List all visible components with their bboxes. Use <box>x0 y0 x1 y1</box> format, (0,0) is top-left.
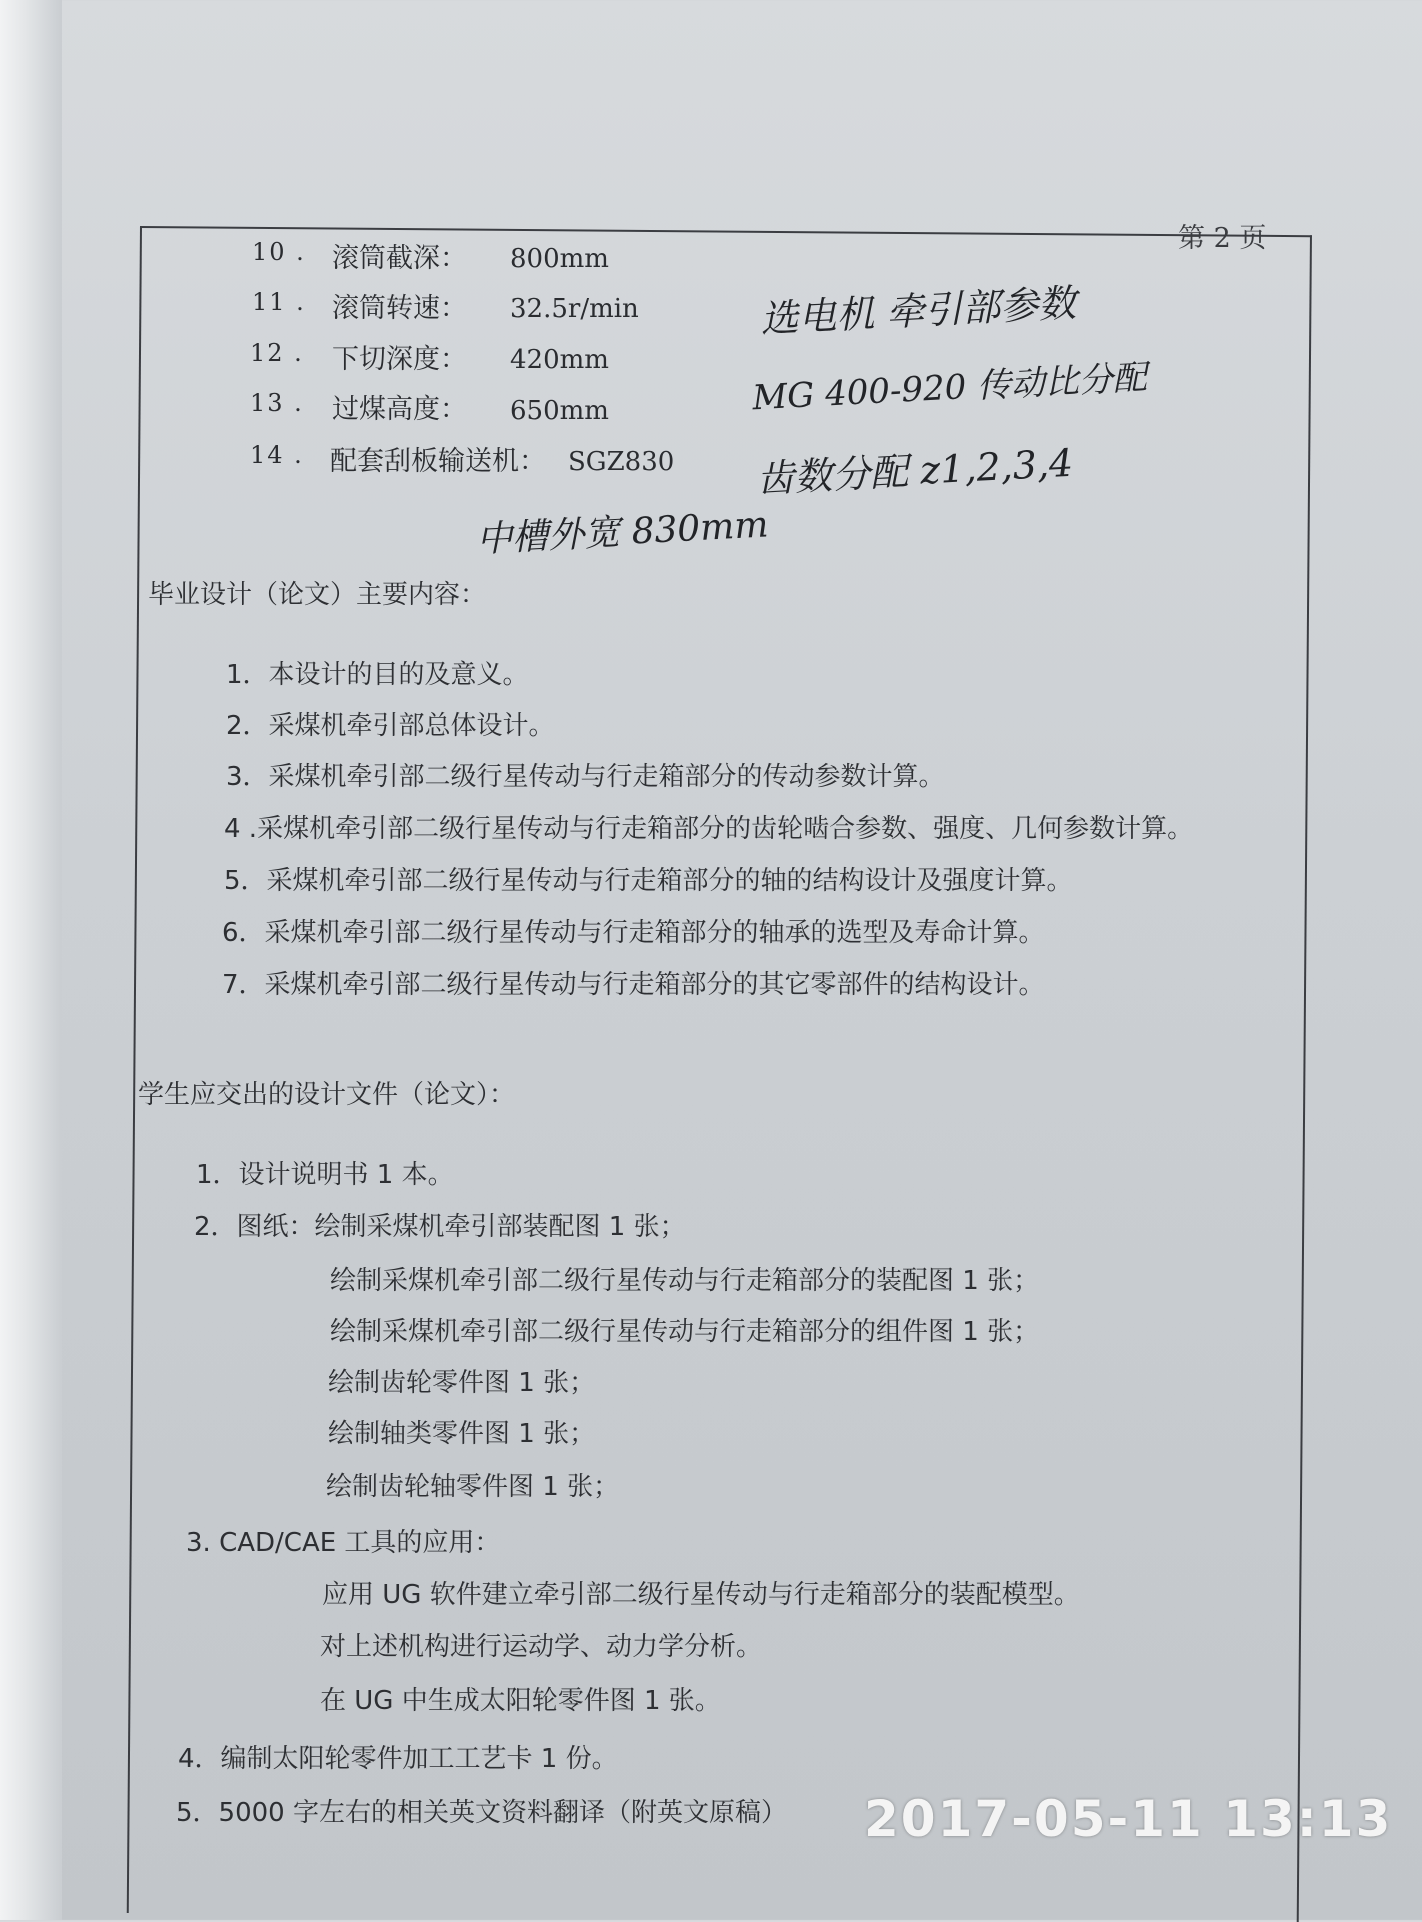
list-item: 4．编制太阳轮零件加工工艺卡 1 份。 <box>178 1744 618 1774</box>
list-item: 3．采煤机牵引部二级行星传动与行走箱部分的传动参数计算。 <box>226 762 945 792</box>
drawing-item: 绘制齿轮轴零件图 1 张； <box>326 1472 620 1502</box>
drawing-item: 绘制采煤机牵引部二级行星传动与行走箱部分的装配图 1 张； <box>330 1266 1040 1296</box>
list-item: 6．采煤机牵引部二级行星传动与行走箱部分的轴承的选型及寿命计算。 <box>222 918 1045 948</box>
list-item: 1．设计说明书 1 本。 <box>196 1160 454 1190</box>
handwritten-note: 中槽外宽 830mm <box>475 504 770 561</box>
drawing-item: 绘制齿轮零件图 1 张； <box>328 1368 596 1398</box>
list-item: 7．采煤机牵引部二级行星传动与行走箱部分的其它零部件的结构设计。 <box>222 970 1045 1000</box>
list-item: 1．本设计的目的及意义。 <box>226 660 529 690</box>
cad-item: 应用 UG 软件建立牵引部二级行星传动与行走箱部分的装配模型。 <box>322 1580 1080 1610</box>
section-heading-deliverables: 学生应交出的设计文件（论文）： <box>138 1080 516 1110</box>
list-item: 5．采煤机牵引部二级行星传动与行走箱部分的轴的结构设计及强度计算。 <box>224 866 1073 896</box>
handwritten-note: MG 400-920 传动比分配 <box>751 357 1148 419</box>
page-number: 第 2 页 <box>1178 223 1267 254</box>
adjacent-page-edge <box>0 0 62 1920</box>
list-item: 2．采煤机牵引部总体设计。 <box>226 711 555 741</box>
list-item: 5．5000 字左右的相关英文资料翻译（附英文原稿） <box>176 1798 787 1828</box>
drawing-item: 绘制采煤机牵引部二级行星传动与行走箱部分的组件图 1 张； <box>330 1317 1040 1347</box>
list-item: 4 .采煤机牵引部二级行星传动与行走箱部分的齿轮啮合参数、强度、几何参数计算。 <box>224 814 1194 844</box>
cad-item: 对上述机构进行运动学、动力学分析。 <box>320 1632 763 1662</box>
list-item: 3. CAD/CAE 工具的应用： <box>186 1528 501 1558</box>
handwritten-note: 齿数分配 z1,2,3,4 <box>755 440 1075 502</box>
section-heading-main-content: 毕业设计（论文）主要内容： <box>148 580 487 610</box>
cad-item: 在 UG 中生成太阳轮零件图 1 张。 <box>320 1686 721 1716</box>
handwritten-note: 选电机 牵引部参数 <box>759 280 1078 342</box>
camera-timestamp: 2017-05-11 13:13 <box>864 1790 1393 1848</box>
list-item: 2．图纸：绘制采煤机牵引部装配图 1 张； <box>194 1212 686 1242</box>
drawing-item: 绘制轴类零件图 1 张； <box>328 1419 596 1449</box>
